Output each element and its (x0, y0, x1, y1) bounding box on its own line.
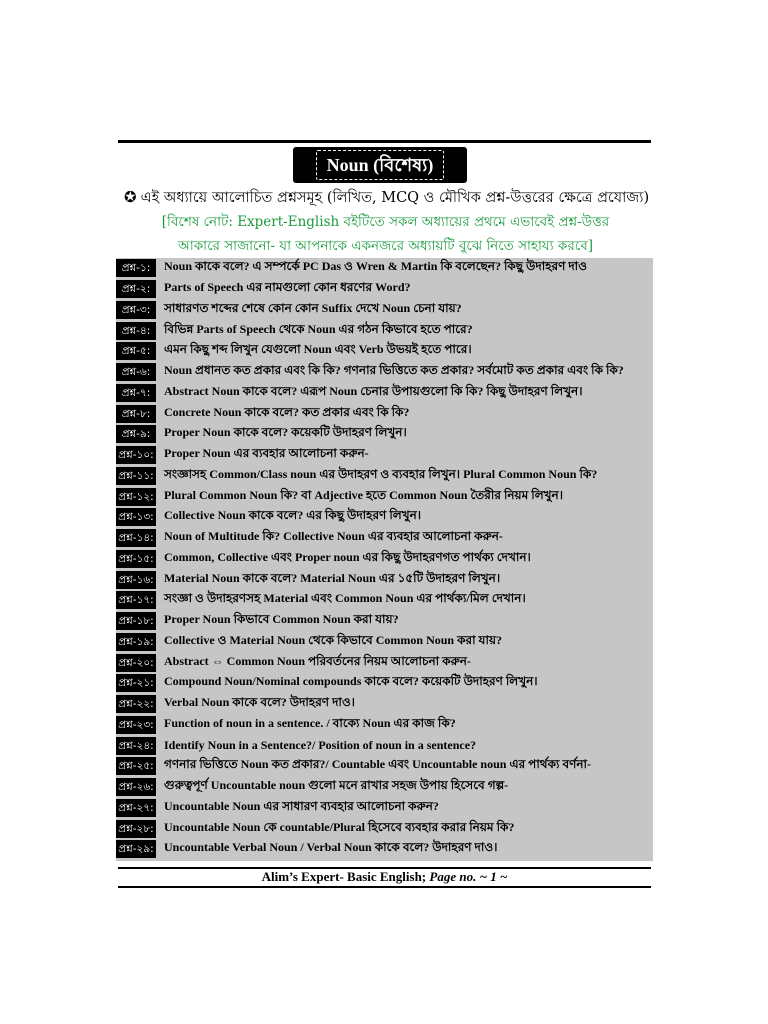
question-row (116, 549, 653, 570)
question-text: Proper Noun এর ব্যবহার আলোচনা করুন- (164, 446, 369, 461)
question-number-badge: প্রশ্ন-১৩: (116, 508, 156, 526)
intro-text: এই অধ্যায়ে আলোচিত প্রশ্নসমূহ (লিখিত, MCQ ও মৌখিক প্রশ্ন-উত্তরের ক্ষেত্রে প্রযোজ্য) (140, 190, 650, 206)
footer-page-number: Page no. ~ 1 ~ (429, 869, 508, 884)
top-rule (118, 140, 651, 143)
question-row (116, 611, 653, 632)
question-row (116, 528, 653, 549)
question-text: Noun of Multitude কি? Collective Noun এর ব্যবহার আলোচনা করুন- (164, 529, 503, 544)
intro-line (124, 187, 654, 208)
question-number-badge: প্রশ্ন-২: (116, 280, 156, 298)
question-row (116, 341, 653, 362)
question-row (116, 569, 653, 590)
question-row (116, 632, 653, 653)
question-number-badge: প্রশ্ন-১: (116, 259, 156, 277)
question-number-badge: প্রশ্ন-৬: (116, 363, 156, 381)
question-text: Noun প্রধানত কত প্রকার এবং কি কি? গণনার ভিত্তিতে কত প্রকার? সর্বমোট কত প্রকার এবং কি কি? (164, 363, 624, 378)
question-number-badge: প্রশ্ন-৭: (116, 384, 156, 402)
question-number-badge: প্রশ্ন-১৮: (116, 612, 156, 630)
question-row (116, 279, 653, 300)
question-text: Proper Noun কিভাবে Common Noun করা যায়? (164, 612, 399, 627)
question-text: এমন কিছু শব্দ লিখুন যেগুলো Noun এবং Verb উভয়ই হতে পারে। (164, 342, 472, 357)
question-number-badge: প্রশ্ন-১২: (116, 488, 156, 506)
question-row (116, 320, 653, 341)
question-number-badge: প্রশ্ন-১৯: (116, 633, 156, 651)
question-text: Abstract Noun কাকে বলে? এরূপ Noun চেনার উপায়গুলো কি কি? কিছু উদাহরণ লিখুন। (164, 383, 583, 398)
question-row (116, 590, 653, 611)
chapter-title: Noun (বিশেষ্য) (316, 150, 445, 180)
question-number-badge: প্রশ্ন-৯: (116, 425, 156, 443)
question-row (116, 715, 653, 736)
question-row (116, 445, 653, 466)
question-text: Uncountable Noun এর সাধারণ ব্যবহার আলোচনা করুন? (164, 798, 439, 813)
question-number-badge: প্রশ্ন-১৪: (116, 529, 156, 547)
special-note (118, 210, 653, 258)
question-number-badge: প্রশ্ন-১০: (116, 446, 156, 464)
question-text: Verbal Noun কাকে বলে? উদাহরণ দাও। (164, 695, 355, 710)
question-number-badge: প্রশ্ন-১৭: (116, 591, 156, 609)
star-icon: ✪ (124, 188, 137, 206)
question-number-badge: প্রশ্ন-১৫: (116, 550, 156, 568)
question-row (116, 818, 653, 839)
question-number-badge: প্রশ্ন-৪: (116, 322, 156, 340)
question-text: Collective ও Material Noun থেকে কিভাবে Common Noun করা যায়? (164, 632, 503, 647)
question-number-badge: প্রশ্ন-৫: (116, 342, 156, 360)
note-line-2: আকারে সাজানো- যা আপনাকে একনজরে অধ্যায়টি বুঝে নিতে সাহায্য করবে] (177, 238, 593, 254)
question-text: Abstract ⇔ Common Noun পরিবর্তনের নিয়ম আলোচনা করুন- (164, 653, 471, 668)
question-text: গণনার ভিত্তিতে Noun কত প্রকার?/ Countable এবং Uncountable noun এর পার্থক্য বর্ণনা- (164, 757, 592, 772)
question-number-badge: প্রশ্ন-২৩: (116, 716, 156, 734)
question-number-badge: প্রশ্ন-১১: (116, 467, 156, 485)
question-text: Plural Common Noun কি? বা Adjective হতে Common Noun তৈরীর নিয়ম লিখুন। (164, 487, 563, 502)
question-text: সাধারণত শব্দের শেষে কোন কোন Suffix দেখে Noun চেনা যায়? (164, 300, 462, 315)
page-footer (118, 869, 651, 885)
question-number-badge: প্রশ্ন-২৫: (116, 757, 156, 775)
question-text: গুরুত্বপূর্ণ Uncountable noun গুলো মনে রাখার সহজ উপায় হিসেবে গল্প- (164, 778, 509, 793)
question-row (116, 777, 653, 798)
question-text: Parts of Speech এর নামগুলো কোন ধরণের Word? (164, 280, 411, 295)
question-number-badge: প্রশ্ন-২৮: (116, 820, 156, 838)
question-number-badge: প্রশ্ন-২৯: (116, 840, 156, 858)
question-text: Compound Noun/Nominal compounds কাকে বলে? কয়েকটি উদাহরণ লিখুন। (164, 674, 538, 689)
question-number-badge: প্রশ্ন-৮: (116, 405, 156, 423)
question-row (116, 383, 653, 404)
question-row (116, 756, 653, 777)
question-row (116, 466, 653, 487)
question-text: সংজ্ঞাসহ Common/Class noun এর উদাহরণ ও ব্যবহার লিখুন। Plural Common Noun কি? (164, 466, 598, 481)
question-number-badge: প্রশ্ন-২৭: (116, 799, 156, 817)
question-text: সংজ্ঞা ও উদাহরণসহ Material এবং Common Noun এর পার্থক্য/মিল দেখান। (164, 591, 526, 606)
question-text: Concrete Noun কাকে বলে? কত প্রকার এবং কি কি? (164, 404, 410, 419)
question-text: Common, Collective এবং Proper noun এর কিছু উদাহরণগত পার্থক্য দেখান। (164, 549, 531, 564)
question-number-badge: প্রশ্ন-৩: (116, 301, 156, 319)
question-text: Identify Noun in a Sentence?/ Position of noun in a sentence? (164, 738, 477, 753)
question-text: বিভিন্ন Parts of Speech থেকে Noun এর গঠন কিভাবে হতে পারে? (164, 321, 473, 336)
question-row (116, 486, 653, 507)
question-text: Proper Noun কাকে বলে? কয়েকটি উদাহরণ লিখুন। (164, 425, 407, 440)
question-text: Uncountable Verbal Noun / Verbal Noun কাকে বলে? উদাহরণ দাও। (164, 840, 498, 855)
question-text: Uncountable Noun কে countable/Plural হিসেবে ব্যবহার করার নিয়ম কি? (164, 819, 515, 834)
question-row (116, 694, 653, 715)
question-row (116, 424, 653, 445)
question-row (116, 403, 653, 424)
question-row (116, 258, 653, 279)
question-text: Noun কাকে বলে? এ সম্পর্কে PC Das ও Wren & Martin কি বলেছেন? কিছু উদাহরণ দাও (164, 259, 587, 274)
question-number-badge: প্রশ্ন-২৪: (116, 737, 156, 755)
question-number-badge: প্রশ্ন-২৬: (116, 778, 156, 796)
question-row (116, 652, 653, 673)
chapter-title-banner (293, 147, 467, 183)
footer-book-title: Alim’s Expert- Basic English; (261, 869, 427, 884)
question-row (116, 673, 653, 694)
question-text: Collective Noun কাকে বলে? এর কিছু উদাহরণ লিখুন। (164, 508, 422, 523)
question-number-badge: প্রশ্ন-২২: (116, 695, 156, 713)
question-number-badge: প্রশ্ন-২১: (116, 674, 156, 692)
footer-rule-bottom (118, 886, 651, 888)
question-row (116, 362, 653, 383)
note-line-1: [বিশেষ নোট: Expert-English বইটিতে সকল অধ্যায়ের প্রথমে এভাবেই প্রশ্ন-উত্তর (161, 214, 610, 230)
question-row (116, 735, 653, 756)
question-row (116, 839, 653, 860)
question-row (116, 798, 653, 819)
question-list (116, 258, 653, 861)
question-row (116, 300, 653, 321)
question-text: Function of noun in a sentence. / বাক্যে Noun এর কাজ কি? (164, 715, 456, 730)
question-number-badge: প্রশ্ন-২০: (116, 654, 156, 672)
question-text: Material Noun কাকে বলে? Material Noun এর ১৫টি উদাহরণ লিখুন। (164, 570, 501, 585)
question-row (116, 507, 653, 528)
question-number-badge: প্রশ্ন-১৬: (116, 571, 156, 589)
